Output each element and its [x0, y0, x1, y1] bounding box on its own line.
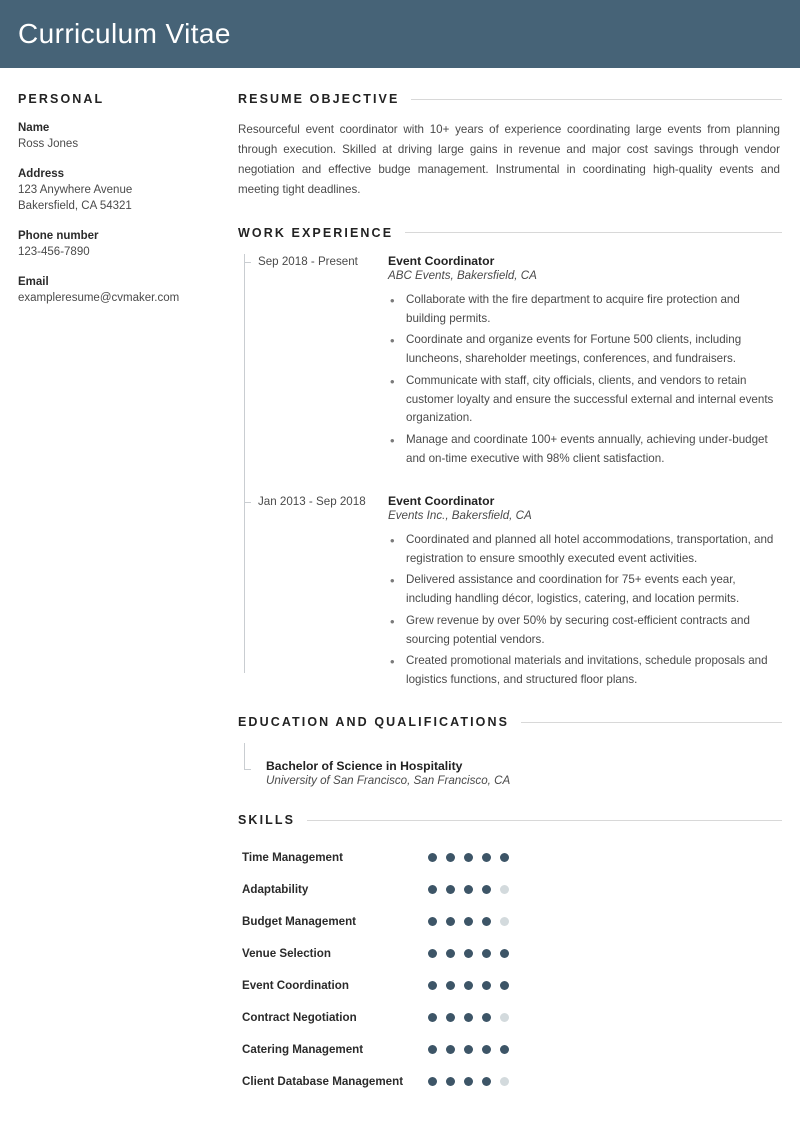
rating-dot-filled	[446, 1013, 455, 1022]
rating-dot-empty	[500, 917, 509, 926]
education-school: University of San Francisco, San Francisco, CA	[266, 774, 511, 788]
section-title: SKILLS	[238, 813, 296, 828]
section-header	[238, 715, 782, 729]
skill-name: Client Database Management	[242, 1074, 404, 1088]
personal-info-value: Bakersfield, CA 54321	[18, 200, 132, 213]
section-header	[238, 813, 782, 827]
rating-dot-filled	[446, 949, 455, 958]
section-education	[238, 715, 782, 787]
rating-dot-filled	[482, 853, 491, 862]
rating-dot-filled	[446, 853, 455, 862]
personal-info-label: Email	[18, 275, 49, 288]
rating-dot-filled	[464, 949, 473, 958]
job-company: Events Inc., Bakersfield, CA	[388, 508, 532, 522]
skill-row	[242, 905, 782, 937]
skill-row	[242, 841, 782, 873]
skill-rating	[428, 853, 509, 862]
experience-entry	[252, 494, 782, 693]
job-company: ABC Events, Bakersfield, CA	[388, 268, 537, 282]
experience-details	[388, 254, 782, 472]
page-body	[0, 68, 800, 1101]
sidebar	[0, 92, 238, 321]
rating-dot-filled	[464, 885, 473, 894]
personal-info-label: Name	[18, 122, 50, 134]
experience-date: Sep 2018 - Present	[258, 254, 358, 268]
rating-dot-filled	[428, 1013, 437, 1022]
rating-dot-empty	[500, 885, 509, 894]
skill-name: Adaptability	[242, 882, 309, 896]
page-header	[0, 0, 800, 68]
rating-dot-filled	[464, 1013, 473, 1022]
job-title: Event Coordinator	[388, 253, 495, 268]
personal-info-value: 123 Anywhere Avenue	[18, 183, 133, 196]
personal-info-item	[18, 122, 224, 153]
education-timeline	[238, 743, 782, 787]
skills-list	[238, 841, 782, 1097]
skill-name: Venue Selection	[242, 946, 331, 960]
rating-dot-filled	[482, 1045, 491, 1054]
experience-date: Jan 2013 - Sep 2018	[258, 494, 366, 508]
rating-dot-filled	[428, 853, 437, 862]
rating-dot-filled	[464, 1077, 473, 1086]
rating-dot-filled	[428, 917, 437, 926]
skill-rating	[428, 885, 509, 894]
skill-name: Event Coordination	[242, 978, 349, 992]
job-title: Event Coordinator	[388, 493, 495, 508]
rating-dot-filled	[446, 885, 455, 894]
rating-dot-filled	[482, 917, 491, 926]
rating-dot-filled	[482, 1077, 491, 1086]
job-bullet: • Collaborate with the fire department to acquire fire protection and building permits.	[388, 291, 782, 329]
skill-rating	[428, 917, 509, 926]
skill-name: Budget Management	[242, 914, 357, 928]
job-bullet-list	[388, 531, 782, 690]
objective-text: Resourceful event coordinator with 10+ years of experience coordinating large events from planning through execution. Skilled at driving large gains in revenue and major cost savings through vendor negotiation and effective budge management. Instrumental in coordinating high-quality events and meeting tight deadlines.	[238, 123, 780, 196]
rating-dot-filled	[500, 853, 509, 862]
page-title: Curriculum Vitae	[18, 18, 231, 49]
section-header	[238, 92, 782, 106]
personal-info-value: 123-456-7890	[18, 246, 90, 259]
personal-info-item	[18, 276, 224, 307]
rating-dot-filled	[428, 1077, 437, 1086]
section-title: RESUME OBJECTIVE	[238, 92, 400, 106]
education-degree: Bachelor of Science in Hospitality	[266, 759, 463, 774]
sidebar-heading: PERSONAL	[18, 92, 105, 106]
skill-rating	[428, 981, 509, 990]
skill-name: Catering Management	[242, 1042, 364, 1056]
experience-details	[388, 494, 782, 693]
experience-timeline	[238, 254, 782, 693]
section-rule	[411, 99, 782, 100]
rating-dot-filled	[464, 853, 473, 862]
section-rule	[521, 722, 782, 723]
job-bullet: • Delivered assistance and coordination for 75+ events each year, including handling décor, logistics, catering, and location permits.	[388, 571, 782, 609]
job-bullet: • Manage and coordinate 100+ events annually, achieving under-budget and on-time executive with 98% client satisfaction.	[388, 431, 782, 469]
skill-rating	[428, 1013, 509, 1022]
personal-info-label: Address	[18, 167, 65, 180]
job-bullet-list	[388, 291, 782, 469]
section-rule	[307, 820, 782, 821]
education-entry	[252, 743, 782, 787]
job-bullet: • Coordinate and organize events for Fortune 500 clients, including luncheons, shareholder meetings, conferences, and fundraisers.	[388, 331, 782, 369]
skill-row	[242, 1001, 782, 1033]
rating-dot-filled	[428, 1045, 437, 1054]
personal-info-label: Phone number	[18, 230, 99, 243]
skill-name: Time Management	[242, 850, 343, 864]
rating-dot-filled	[482, 885, 491, 894]
job-bullet: • Created promotional materials and invitations, schedule proposals and logistics functions, and structured floor plans.	[388, 652, 782, 690]
rating-dot-empty	[500, 1077, 509, 1086]
rating-dot-empty	[500, 1013, 509, 1022]
rating-dot-filled	[428, 981, 437, 990]
section-header	[238, 226, 782, 240]
skill-row	[242, 969, 782, 1001]
section-resume-objective	[238, 92, 782, 200]
personal-info-value: Ross Jones	[18, 138, 79, 150]
job-bullet: • Coordinated and planned all hotel accommodations, transportation, and registration to ensure smoothly executed event activities.	[388, 531, 782, 569]
rating-dot-filled	[446, 1045, 455, 1054]
section-title: EDUCATION AND QUALIFICATIONS	[238, 715, 510, 730]
rating-dot-filled	[464, 917, 473, 926]
skill-row	[242, 937, 782, 969]
skill-row	[242, 873, 782, 905]
rating-dot-filled	[428, 885, 437, 894]
section-title: WORK EXPERIENCE	[238, 225, 394, 240]
personal-info-item	[18, 168, 224, 215]
rating-dot-filled	[500, 1045, 509, 1054]
rating-dot-filled	[500, 949, 509, 958]
rating-dot-filled	[500, 981, 509, 990]
skill-rating	[428, 949, 509, 958]
rating-dot-filled	[482, 949, 491, 958]
personal-info-list	[18, 122, 224, 306]
personal-info-value: exampleresume@cvmaker.com	[18, 291, 180, 304]
job-bullet: • Communicate with staff, city officials, clients, and vendors to retain customer loyalty and ensure the successful external and internal events organization.	[388, 372, 782, 428]
skill-rating	[428, 1045, 509, 1054]
rating-dot-filled	[428, 949, 437, 958]
experience-entry	[252, 254, 782, 472]
rating-dot-filled	[446, 917, 455, 926]
section-skills	[238, 813, 782, 1097]
skill-name: Contract Negotiation	[242, 1010, 357, 1024]
skill-row	[242, 1065, 782, 1097]
skill-row	[242, 1033, 782, 1065]
job-bullet: • Grew revenue by over 50% by securing cost-efficient contracts and sourcing potential vendors.	[388, 612, 782, 650]
section-rule	[405, 232, 782, 233]
rating-dot-filled	[464, 1045, 473, 1054]
personal-info-item	[18, 230, 224, 261]
rating-dot-filled	[482, 981, 491, 990]
main-content	[238, 92, 800, 1101]
rating-dot-filled	[446, 981, 455, 990]
section-work-experience	[238, 226, 782, 693]
rating-dot-filled	[446, 1077, 455, 1086]
skill-rating	[428, 1077, 509, 1086]
rating-dot-filled	[482, 1013, 491, 1022]
rating-dot-filled	[464, 981, 473, 990]
